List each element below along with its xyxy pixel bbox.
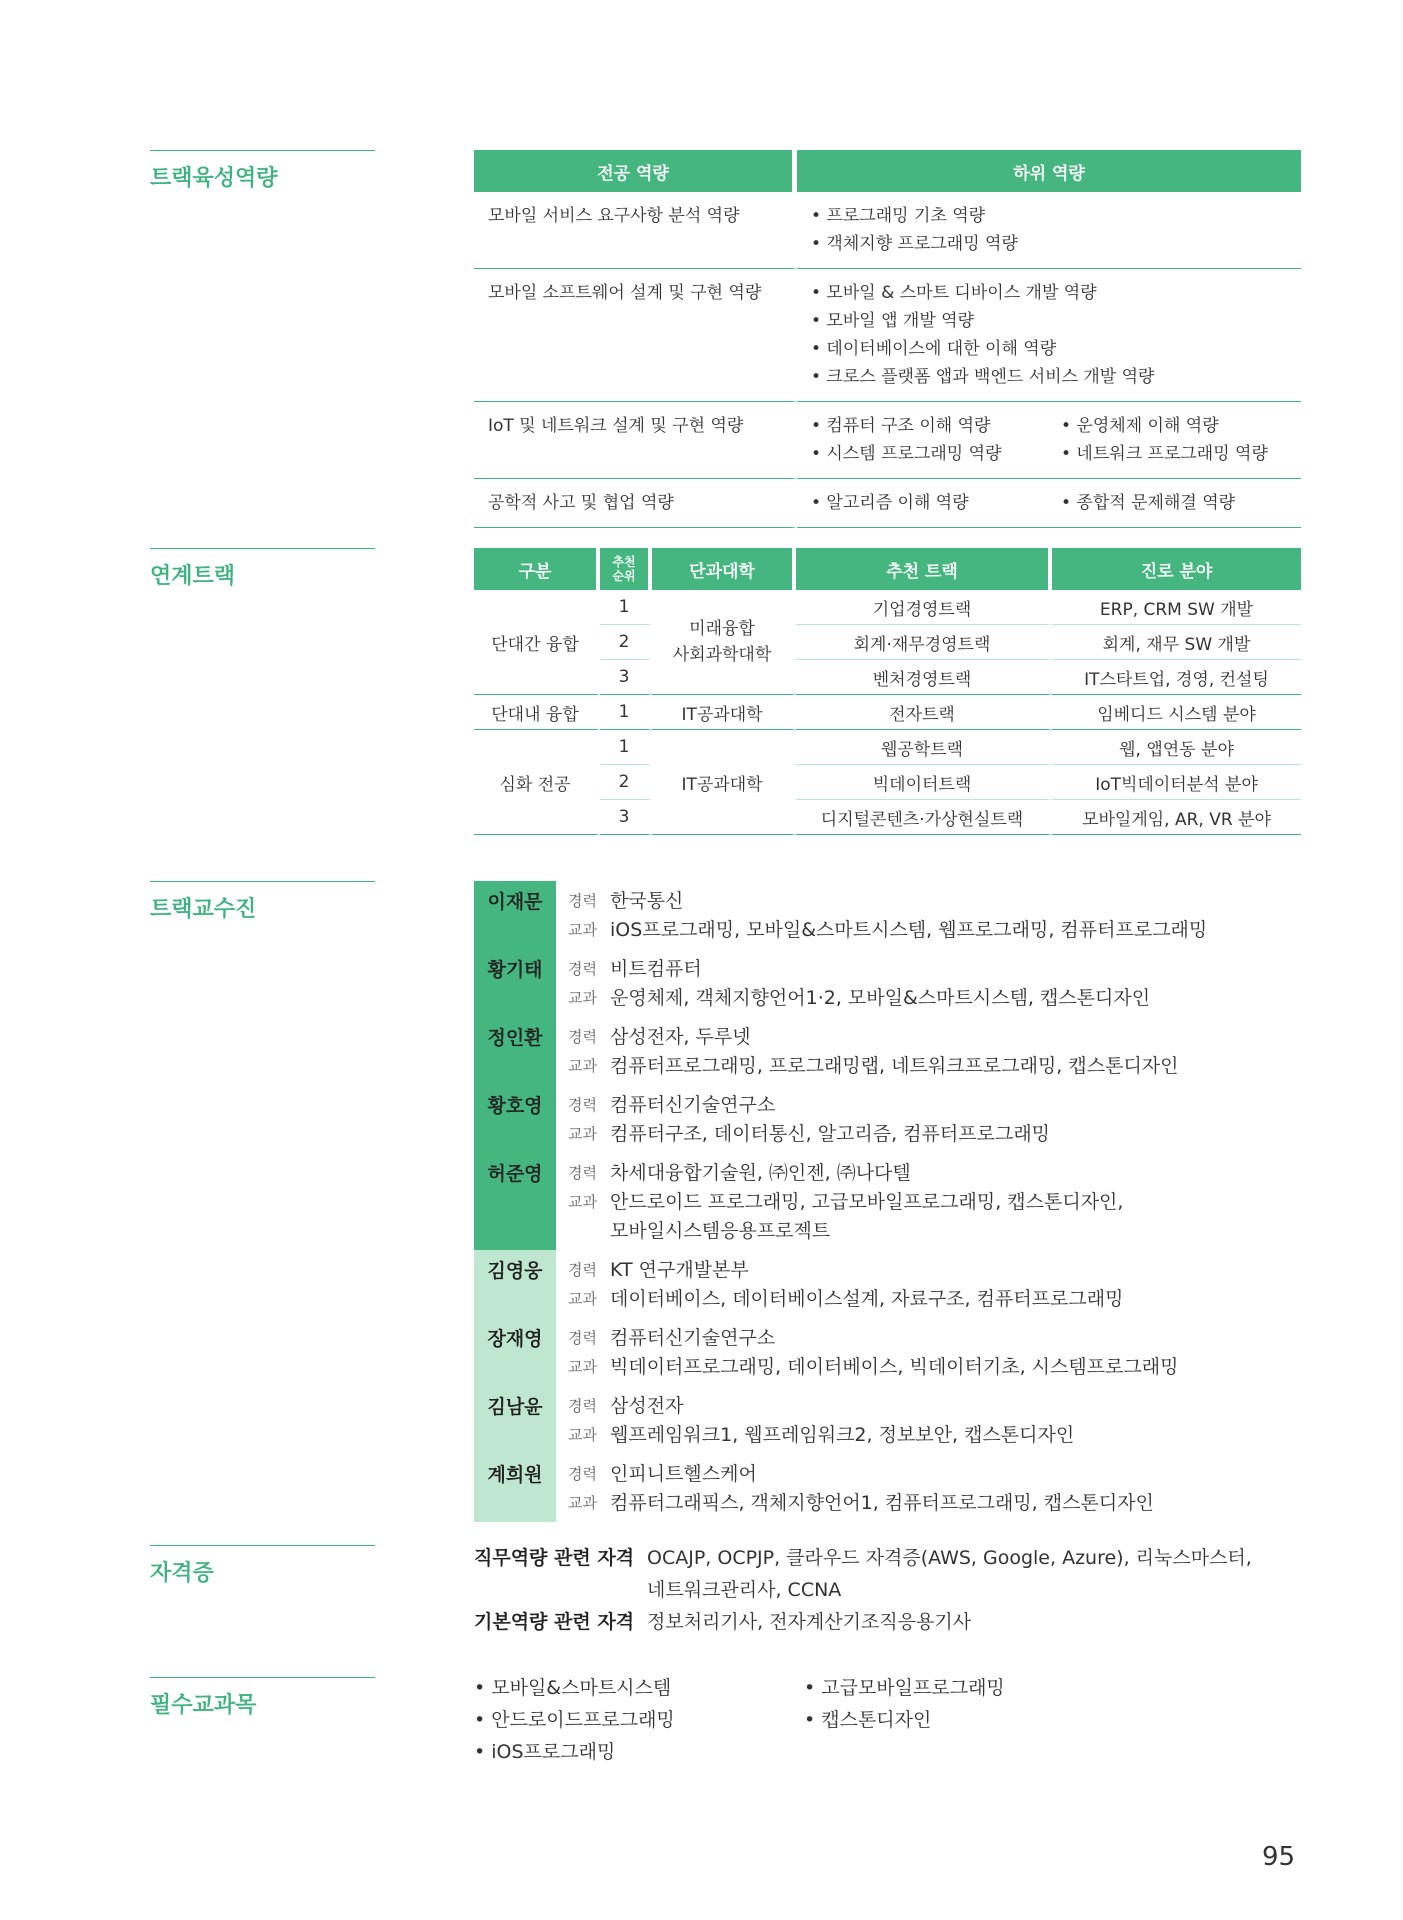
sub-competency-item: • 프로그래밍 기초 역량 — [811, 206, 986, 226]
cert-row — [474, 1542, 1304, 1606]
required-course-item: • 캡스톤디자인 — [804, 1709, 932, 1731]
faculty-name: 허준영 — [474, 1153, 556, 1250]
linked-college: IT공과대학 — [652, 695, 796, 730]
faculty-list — [474, 881, 1304, 1522]
sub-competency-cell — [797, 269, 1301, 402]
table-row — [474, 192, 1301, 269]
competency-header-sub: 하위 역량 — [797, 150, 1301, 192]
faculty-courses: 웹프레임워크1, 웹프레임워크2, 정보보안, 캡스톤디자인 — [610, 1424, 1075, 1446]
course-tag: 교과 — [568, 1494, 597, 1512]
career-tag: 경력 — [568, 960, 597, 978]
sub-competency-item: • 알고리즘 이해 역량 — [811, 493, 969, 513]
certificates-block — [474, 1542, 1304, 1638]
faculty-career: 삼성전자 — [610, 1395, 684, 1417]
linked-header-rank: 추천 순위 — [600, 548, 652, 590]
linked-career: 회계, 재무 SW 개발 — [1052, 625, 1301, 660]
linked-rank: 1 — [600, 730, 652, 765]
course-tag: 교과 — [568, 1358, 597, 1376]
sub-competency-item: • 종합적 문제해결 역량 — [1061, 493, 1236, 513]
faculty-courses: 컴퓨터프로그래밍, 프로그래밍랩, 네트워크프로그래밍, 캡스톤디자인 — [610, 1055, 1179, 1077]
faculty-name: 계희원 — [474, 1454, 556, 1522]
linked-rank: 1 — [600, 590, 652, 625]
faculty-courses: 모바일시스템응용프로젝트 — [610, 1220, 831, 1242]
linked-college: 미래융합 사회과학대학 — [652, 590, 796, 695]
career-tag: 경력 — [568, 1261, 597, 1279]
faculty-name: 이재문 — [474, 881, 556, 949]
list-item — [474, 1085, 1304, 1153]
faculty-name: 장재영 — [474, 1318, 556, 1386]
section-label-certificates: 자격증 — [150, 1545, 375, 1587]
cert-key: 직무역량 관련 자격 — [474, 1547, 635, 1569]
page-number: 95 — [1262, 1842, 1296, 1872]
linked-rank: 2 — [600, 765, 652, 800]
course-tag: 교과 — [568, 989, 597, 1007]
faculty-name: 황호영 — [474, 1085, 556, 1153]
cert-row — [474, 1606, 1304, 1638]
sub-competency-item: • 시스템 프로그래밍 역량 — [811, 444, 1002, 464]
linked-header-college: 단과대학 — [652, 548, 796, 590]
section-label-linked-track: 연계트랙 — [150, 548, 375, 590]
career-tag: 경력 — [568, 1164, 597, 1182]
major-competency: 모바일 소프트웨어 설계 및 구현 역량 — [474, 269, 797, 402]
sub-competency-cell — [797, 479, 1301, 528]
sub-competency-item: • 객체지향 프로그래밍 역량 — [811, 234, 1018, 254]
faculty-career: 비트컴퓨터 — [610, 958, 702, 980]
linked-rank: 3 — [600, 660, 652, 695]
linked-career: IoT빅데이터분석 분야 — [1052, 765, 1301, 800]
faculty-career: 한국통신 — [610, 890, 684, 912]
sub-competency-cell — [797, 402, 1301, 479]
list-item — [474, 881, 1304, 949]
career-tag: 경력 — [568, 1028, 597, 1046]
sub-competency-item: • 모바일 앱 개발 역량 — [811, 311, 975, 331]
required-courses-block — [474, 1672, 1304, 1768]
linked-career: 웹, 앱연동 분야 — [1052, 730, 1301, 765]
table-row — [474, 695, 1301, 730]
faculty-career: 인피니트헬스케어 — [610, 1463, 757, 1485]
linked-track: 디지털콘텐츠·가상현실트랙 — [796, 800, 1052, 835]
career-tag: 경력 — [568, 1397, 597, 1415]
sub-competency-item: • 데이터베이스에 대한 이해 역량 — [811, 339, 1057, 359]
cert-value: 정보처리기사, 전자계산기조직응용기사 — [647, 1611, 972, 1633]
list-item — [474, 1250, 1304, 1318]
faculty-name: 김남윤 — [474, 1386, 556, 1454]
linked-header-career: 진로 분야 — [1052, 548, 1301, 590]
course-tag: 교과 — [568, 1193, 597, 1211]
linked-career: ERP, CRM SW 개발 — [1052, 590, 1301, 625]
career-tag: 경력 — [568, 892, 597, 910]
sub-competency-item: • 운영체제 이해 역량 — [1061, 416, 1219, 436]
course-tag: 교과 — [568, 921, 597, 939]
list-item — [474, 1454, 1304, 1522]
linked-track: 벤처경영트랙 — [796, 660, 1052, 695]
course-tag: 교과 — [568, 1057, 597, 1075]
faculty-name: 김영웅 — [474, 1250, 556, 1318]
sub-competency-item: • 컴퓨터 구조 이해 역량 — [811, 416, 991, 436]
table-row — [474, 269, 1301, 402]
major-competency: IoT 및 네트워크 설계 및 구현 역량 — [474, 402, 797, 479]
required-course-item: • 안드로이드프로그래밍 — [474, 1709, 675, 1731]
required-course-item: • iOS프로그래밍 — [474, 1741, 616, 1763]
required-course-item: • 모바일&스마트시스템 — [474, 1677, 672, 1699]
faculty-career: KT 연구개발본부 — [610, 1259, 749, 1281]
sub-competency-cell — [797, 192, 1301, 269]
sub-competency-item: • 모바일 & 스마트 디바이스 개발 역량 — [811, 283, 1097, 303]
linked-career: IT스타트업, 경영, 컨설팅 — [1052, 660, 1301, 695]
linked-track: 빅데이터트랙 — [796, 765, 1052, 800]
linked-track: 기업경영트랙 — [796, 590, 1052, 625]
required-course-item: • 고급모바일프로그래밍 — [804, 1677, 1005, 1699]
list-item — [474, 1318, 1304, 1386]
linked-type: 단대내 융합 — [474, 695, 600, 730]
linked-type: 심화 전공 — [474, 730, 600, 835]
faculty-career: 컴퓨터신기술연구소 — [610, 1327, 776, 1349]
sub-competency-item: • 크로스 플랫폼 앱과 백엔드 서비스 개발 역량 — [811, 367, 1155, 387]
faculty-career: 컴퓨터신기술연구소 — [610, 1094, 776, 1116]
linked-college: IT공과대학 — [652, 730, 796, 835]
list-item — [474, 1017, 1304, 1085]
course-tag: 교과 — [568, 1290, 597, 1308]
faculty-courses: iOS프로그래밍, 모바일&스마트시스템, 웹프로그래밍, 컴퓨터프로그래밍 — [610, 919, 1208, 941]
faculty-career: 차세대융합기술원, ㈜인젠, ㈜나다텔 — [610, 1162, 911, 1184]
section-label-required-courses: 필수교과목 — [150, 1677, 375, 1719]
faculty-courses: 안드로이드 프로그래밍, 고급모바일프로그래밍, 캡스톤디자인, — [610, 1191, 1124, 1213]
linked-type: 단대간 융합 — [474, 590, 600, 695]
competency-header-major: 전공 역량 — [474, 150, 797, 192]
faculty-career: 삼성전자, 두루넷 — [610, 1026, 751, 1048]
list-item — [474, 949, 1304, 1017]
major-competency: 모바일 서비스 요구사항 분석 역량 — [474, 192, 797, 269]
faculty-name: 황기태 — [474, 949, 556, 1017]
list-item — [474, 1153, 1304, 1250]
career-tag: 경력 — [568, 1329, 597, 1347]
course-tag: 교과 — [568, 1426, 597, 1444]
linked-track-table — [474, 548, 1301, 835]
table-row — [474, 590, 1301, 625]
linked-track: 웹공학트랙 — [796, 730, 1052, 765]
linked-rank: 2 — [600, 625, 652, 660]
career-tag: 경력 — [568, 1465, 597, 1483]
linked-rank: 3 — [600, 800, 652, 835]
section-label-faculty: 트랙교수진 — [150, 881, 375, 923]
linked-header-type: 구분 — [474, 548, 600, 590]
linked-track: 회계·재무경영트랙 — [796, 625, 1052, 660]
major-competency: 공학적 사고 및 협업 역량 — [474, 479, 797, 528]
table-row — [474, 730, 1301, 765]
faculty-courses: 데이터베이스, 데이터베이스설계, 자료구조, 컴퓨터프로그래밍 — [610, 1288, 1124, 1310]
cert-value: OCAJP, OCPJP, 클라우드 자격증(AWS, Google, Azure), 리눅스마스터, — [647, 1547, 1252, 1569]
list-item — [474, 1386, 1304, 1454]
linked-track: 전자트랙 — [796, 695, 1052, 730]
section-label-competency: 트랙육성역량 — [150, 150, 375, 192]
faculty-courses: 컴퓨터그래픽스, 객체지향언어1, 컴퓨터프로그래밍, 캡스톤디자인 — [610, 1492, 1154, 1514]
faculty-courses: 운영체제, 객체지향언어1·2, 모바일&스마트시스템, 캡스톤디자인 — [610, 987, 1151, 1009]
linked-career: 모바일게임, AR, VR 분야 — [1052, 800, 1301, 835]
career-tag: 경력 — [568, 1096, 597, 1114]
sub-competency-item: • 네트워크 프로그래밍 역량 — [1061, 444, 1268, 464]
faculty-courses: 빅데이터프로그래밍, 데이터베이스, 빅데이터기초, 시스템프로그래밍 — [610, 1356, 1179, 1378]
table-row — [474, 479, 1301, 528]
linked-career: 임베디드 시스템 분야 — [1052, 695, 1301, 730]
faculty-courses: 컴퓨터구조, 데이터통신, 알고리즘, 컴퓨터프로그래밍 — [610, 1123, 1051, 1145]
cert-value: 네트워크관리사, CCNA — [647, 1579, 842, 1601]
faculty-name: 정인환 — [474, 1017, 556, 1085]
linked-rank: 1 — [600, 695, 652, 730]
linked-header-track: 추천 트랙 — [796, 548, 1052, 590]
cert-key: 기본역량 관련 자격 — [474, 1611, 635, 1633]
course-tag: 교과 — [568, 1125, 597, 1143]
table-row — [474, 402, 1301, 479]
competency-table — [474, 150, 1301, 528]
